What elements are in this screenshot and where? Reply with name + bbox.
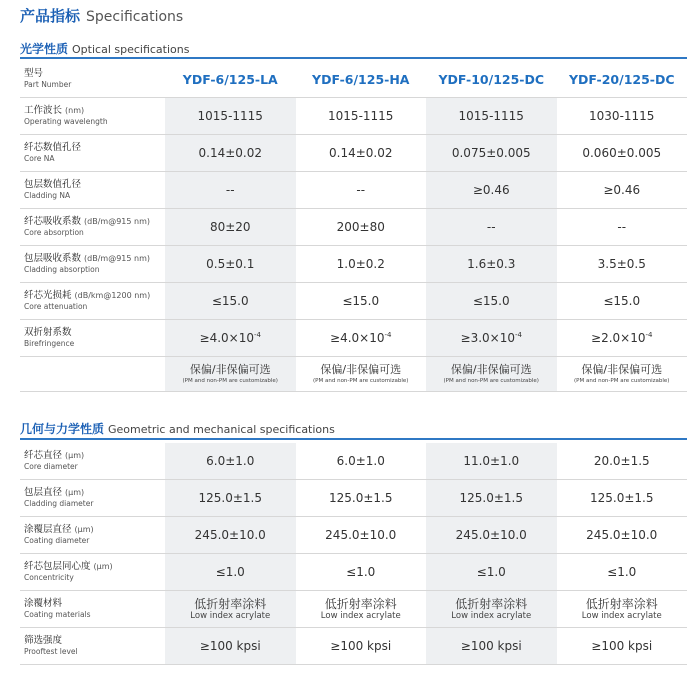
table-row — [20, 209, 687, 246]
label-zh: 纤芯直径 — [24, 450, 63, 461]
page-title — [20, 5, 183, 27]
product-name: YDF-10/125-DC — [426, 61, 557, 98]
coating-zh: 低折射率涂料 — [455, 596, 528, 611]
table-row — [20, 98, 687, 135]
pm-option-zh: 保偏/非保偏可选 — [581, 363, 663, 376]
value-base: ≥2.0×10 — [591, 331, 646, 345]
label-zh: 纤芯数值孔径 — [24, 142, 82, 153]
page-title-en: Specifications — [86, 9, 184, 25]
coating-en: Low index acrylate — [190, 610, 271, 621]
table-cell: ≤15.0 — [296, 283, 427, 320]
label-en: Cladding NA — [24, 191, 71, 200]
coating-zh: 低折射率涂料 — [194, 596, 267, 611]
table-cell: 0.14±0.02 — [165, 135, 296, 172]
table-cell — [296, 591, 427, 628]
table-cell: ≥100 kpsi — [557, 628, 687, 665]
table-cell: 0.5±0.1 — [165, 246, 296, 283]
prooftest-row — [20, 628, 687, 665]
label-en: Birefringence — [24, 339, 75, 348]
label-unit: (dB/km@1200 nm) — [74, 291, 151, 300]
table-cell: 125.0±1.5 — [426, 480, 557, 517]
table-cell: ≥100 kpsi — [296, 628, 427, 665]
pm-option-zh: 保偏/非保偏可选 — [450, 363, 532, 376]
table-cell — [296, 357, 427, 392]
table-cell — [426, 357, 557, 392]
optical-spec-table — [20, 61, 687, 392]
table-cell: 1.0±0.2 — [296, 246, 427, 283]
table-cell: 1.6±0.3 — [426, 246, 557, 283]
table-cell: 245.0±10.0 — [296, 517, 427, 554]
value-exponent: -4 — [384, 331, 392, 339]
table-cell: 125.0±1.5 — [557, 480, 687, 517]
table-cell: ≥0.46 — [557, 172, 687, 209]
table-cell: ≤1.0 — [165, 554, 296, 591]
table-cell: ≥0.46 — [426, 172, 557, 209]
label-unit: (μm) — [74, 525, 94, 534]
geometric-heading-zh: 几何与力学性质 — [20, 422, 105, 436]
table-cell: 0.060±0.005 — [557, 135, 687, 172]
row-label — [20, 283, 165, 320]
table-row — [20, 172, 687, 209]
row-label — [20, 320, 165, 357]
table-cell: ≤15.0 — [165, 283, 296, 320]
table-cell: ≤15.0 — [557, 283, 687, 320]
value-exponent: -4 — [514, 331, 522, 339]
label-unit: (μm) — [93, 562, 113, 571]
coating-zh: 低折射率涂料 — [585, 596, 658, 611]
value-base: ≥4.0×10 — [330, 331, 385, 345]
table-cell: ≤15.0 — [426, 283, 557, 320]
label-zh: 双折射系数 — [24, 327, 72, 338]
label-en: Core attenuation — [24, 302, 88, 311]
table-cell: 11.0±1.0 — [426, 443, 557, 480]
table-cell: ≤1.0 — [296, 554, 427, 591]
table-cell: -- — [165, 172, 296, 209]
table-cell: 0.14±0.02 — [296, 135, 427, 172]
label-en: Core absorption — [24, 228, 84, 237]
table-cell: 6.0±1.0 — [296, 443, 427, 480]
geometric-section-heading — [20, 418, 335, 437]
label-zh: 工作波长 — [24, 105, 63, 116]
row-label — [20, 246, 165, 283]
label-unit: (μm) — [65, 488, 85, 497]
table-cell: ≤1.0 — [557, 554, 687, 591]
label-en: Operating wavelength — [24, 117, 108, 126]
table-cell: 20.0±1.5 — [557, 443, 687, 480]
table-cell: -- — [426, 209, 557, 246]
label-en: Coating materials — [24, 610, 91, 619]
table-cell — [426, 591, 557, 628]
table-cell — [426, 320, 557, 357]
table-cell: 245.0±10.0 — [426, 517, 557, 554]
label-en: Concentricity — [24, 573, 74, 582]
label-zh: 纤芯吸收系数 — [24, 216, 82, 227]
table-cell — [557, 357, 687, 392]
label-zh: 包层吸收系数 — [24, 253, 82, 264]
table-cell — [165, 357, 296, 392]
row-label — [20, 628, 165, 665]
pm-option-en: (PM and non-PM are customizable) — [182, 378, 278, 384]
table-row — [20, 135, 687, 172]
table-cell: 1030-1115 — [557, 98, 687, 135]
label-en: Cladding diameter — [24, 499, 94, 508]
table-cell: 80±20 — [165, 209, 296, 246]
label-zh: 型号 — [24, 68, 44, 79]
label-unit: (dB/m@915 nm) — [84, 254, 150, 263]
row-label — [20, 61, 165, 98]
geometric-spec-table — [20, 443, 687, 665]
table-cell — [296, 320, 427, 357]
label-zh: 包层直径 — [24, 487, 63, 498]
value-exponent: -4 — [645, 331, 653, 339]
row-label — [20, 554, 165, 591]
label-en: Core diameter — [24, 462, 78, 471]
table-cell: 245.0±10.0 — [557, 517, 687, 554]
pm-option-zh: 保偏/非保偏可选 — [189, 363, 271, 376]
table-row — [20, 283, 687, 320]
label-zh: 纤芯光损耗 — [24, 290, 72, 301]
product-name: YDF-6/125-LA — [165, 61, 296, 98]
table-row — [20, 554, 687, 591]
row-label — [20, 135, 165, 172]
coating-en: Low index acrylate — [581, 610, 662, 621]
label-unit: (dB/m@915 nm) — [84, 217, 150, 226]
table-cell: -- — [296, 172, 427, 209]
geometric-heading-en: Geometric and mechanical specifications — [108, 423, 335, 436]
table-cell — [165, 591, 296, 628]
table-cell: 245.0±10.0 — [165, 517, 296, 554]
row-label — [20, 98, 165, 135]
label-zh: 包层数值孔径 — [24, 179, 82, 190]
label-zh: 涂覆材料 — [24, 598, 63, 609]
part-number-row — [20, 61, 687, 98]
value-base: ≥3.0×10 — [460, 331, 515, 345]
table-cell: -- — [557, 209, 687, 246]
row-label — [20, 591, 165, 628]
table-row — [20, 443, 687, 480]
pm-option-en: (PM and non-PM are customizable) — [574, 378, 670, 384]
optical-heading-en: Optical specifications — [72, 43, 190, 56]
birefringence-row — [20, 320, 687, 357]
label-en: Coating diameter — [24, 536, 90, 545]
table-cell: ≥100 kpsi — [165, 628, 296, 665]
table-cell: 125.0±1.5 — [296, 480, 427, 517]
table-row — [20, 246, 687, 283]
table-cell — [557, 320, 687, 357]
label-en: Prooftest level — [24, 647, 78, 656]
coating-row — [20, 591, 687, 628]
label-zh: 涂覆层直径 — [24, 524, 72, 535]
value-base: ≥4.0×10 — [199, 331, 254, 345]
table-cell: 6.0±1.0 — [165, 443, 296, 480]
table-row — [20, 517, 687, 554]
table-cell: 1015-1115 — [296, 98, 427, 135]
table-cell: ≤1.0 — [426, 554, 557, 591]
section-rule — [20, 57, 687, 59]
table-cell: 0.075±0.005 — [426, 135, 557, 172]
pm-option-row — [20, 357, 687, 392]
label-zh: 纤芯包层同心度 — [24, 561, 91, 572]
table-cell — [557, 591, 687, 628]
row-label — [20, 172, 165, 209]
product-name: YDF-20/125-DC — [557, 61, 687, 98]
pm-option-en: (PM and non-PM are customizable) — [443, 378, 539, 384]
optical-section-heading — [20, 38, 189, 57]
table-cell: ≥100 kpsi — [426, 628, 557, 665]
coating-zh: 低折射率涂料 — [324, 596, 397, 611]
table-cell: 3.5±0.5 — [557, 246, 687, 283]
table-cell: 1015-1115 — [426, 98, 557, 135]
table-row — [20, 480, 687, 517]
optical-heading-zh: 光学性质 — [20, 42, 69, 56]
row-label — [20, 480, 165, 517]
label-en: Core NA — [24, 154, 55, 163]
table-cell: 125.0±1.5 — [165, 480, 296, 517]
row-label — [20, 209, 165, 246]
label-unit: (μm) — [65, 451, 85, 460]
row-label — [20, 357, 165, 392]
coating-en: Low index acrylate — [451, 610, 532, 621]
table-cell: 1015-1115 — [165, 98, 296, 135]
value-exponent: -4 — [253, 331, 261, 339]
table-cell — [165, 320, 296, 357]
row-label — [20, 443, 165, 480]
coating-en: Low index acrylate — [320, 610, 401, 621]
label-zh: 筛选强度 — [24, 635, 63, 646]
section-rule — [20, 438, 687, 440]
label-unit: (nm) — [65, 106, 85, 115]
product-name: YDF-6/125-HA — [296, 61, 427, 98]
pm-option-zh: 保偏/非保偏可选 — [320, 363, 402, 376]
label-en: Part Number — [24, 80, 72, 89]
table-cell: 200±80 — [296, 209, 427, 246]
pm-option-en: (PM and non-PM are customizable) — [313, 378, 409, 384]
page-title-zh: 产品指标 — [20, 7, 81, 25]
label-en: Cladding absorption — [24, 265, 100, 274]
row-label — [20, 517, 165, 554]
